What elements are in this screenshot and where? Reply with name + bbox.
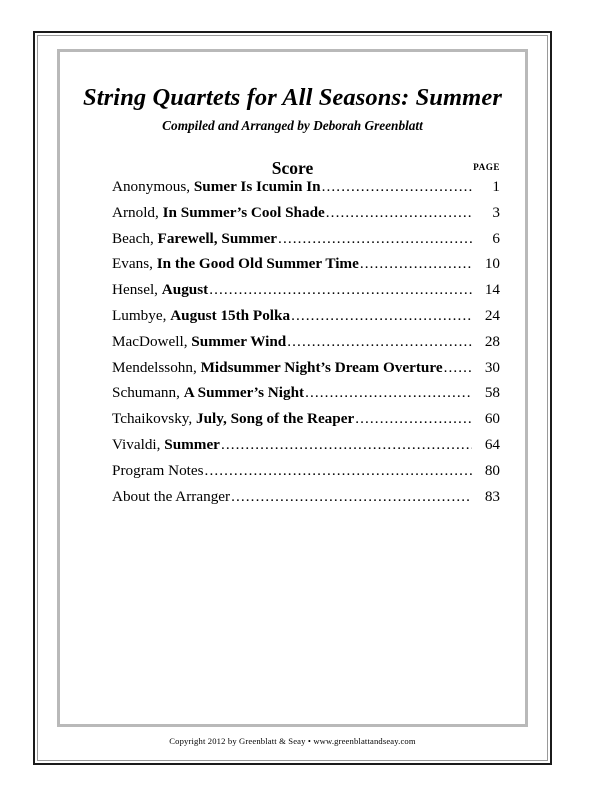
toc-leader-dots — [221, 436, 472, 451]
toc-entry[interactable] — [112, 178, 500, 204]
toc-entry-page-number: 30 — [484, 358, 500, 376]
toc-entry-work-title: Summer Wind — [191, 332, 287, 350]
table-of-contents — [112, 178, 500, 513]
toc-entry-composer: About the Arranger — [112, 487, 231, 505]
toc-entry[interactable] — [112, 281, 500, 307]
toc-entry-page-number: 1 — [492, 178, 500, 195]
toc-entry-composer: Arnold, — [112, 203, 163, 221]
toc-entry-composer: Hensel, — [112, 281, 162, 299]
toc-entry-page-number: 80 — [484, 461, 500, 479]
toc-entry-label — [112, 255, 359, 273]
toc-entry-label — [112, 410, 354, 428]
toc-entry-composer: Schumann, — [112, 384, 184, 402]
toc-entry-page-number: 64 — [484, 435, 500, 453]
toc-leader-dots — [355, 410, 472, 425]
toc-entry-page-number: 3 — [492, 203, 500, 221]
toc-leader-dots — [291, 307, 472, 322]
toc-entry-label — [112, 230, 277, 248]
toc-entry-work-title: Sumer Is Icumin In — [193, 178, 321, 195]
toc-leader-dots — [287, 333, 472, 348]
toc-entry[interactable] — [112, 333, 500, 359]
toc-entry-work-title: July, Song of the Reaper — [196, 410, 355, 428]
toc-entry[interactable] — [112, 230, 500, 256]
toc-entry-label — [112, 359, 443, 377]
page-content — [60, 52, 525, 724]
toc-entry-composer: Tchaikovsky, — [112, 410, 196, 428]
toc-entry-composer: Program Notes — [112, 461, 204, 479]
toc-entry-composer: Beach, — [112, 229, 158, 247]
section-heading-score: Score — [271, 157, 314, 178]
toc-entry-page-number: 24 — [484, 306, 500, 324]
toc-entry-page-number: 58 — [484, 384, 500, 402]
toc-leader-dots — [326, 204, 472, 219]
toc-entry[interactable] — [112, 410, 500, 436]
toc-entry[interactable] — [112, 307, 500, 333]
toc-entry-work-title: In the Good Old Summer Time — [156, 255, 359, 273]
toc-entry[interactable] — [112, 462, 500, 488]
toc-entry-label — [112, 178, 321, 196]
toc-entry[interactable] — [112, 359, 500, 385]
toc-entry-label — [112, 281, 208, 299]
toc-entry-label — [112, 488, 230, 506]
toc-entry-page-number: 83 — [484, 487, 500, 505]
toc-entry-work-title: August 15th Polka — [170, 306, 291, 324]
toc-entry-work-title: August — [161, 281, 209, 299]
toc-entry-page-number: 28 — [484, 332, 500, 350]
toc-entry[interactable] — [112, 436, 500, 462]
toc-entry-composer: Lumbye, — [112, 306, 171, 324]
toc-entry-label — [112, 384, 304, 402]
toc-entry[interactable] — [112, 384, 500, 410]
toc-entry-composer: MacDowell, — [112, 332, 192, 350]
toc-entry-label — [112, 436, 220, 454]
toc-entry[interactable] — [112, 255, 500, 281]
toc-entry-composer: Vivaldi, — [112, 435, 165, 453]
toc-entry[interactable] — [112, 204, 500, 230]
toc-leader-dots — [205, 462, 472, 477]
toc-leader-dots — [444, 359, 472, 374]
toc-entry-work-title: A Summer’s Night — [183, 384, 305, 402]
page-column-header: PAGE — [473, 162, 500, 172]
document-title: String Quartets for All Seasons: Summer — [83, 84, 502, 111]
toc-entry-page-number: 10 — [484, 255, 500, 273]
toc-entry[interactable] — [112, 488, 500, 514]
toc-leader-dots — [322, 178, 472, 193]
toc-entry-label — [112, 462, 204, 480]
toc-leader-dots — [360, 255, 472, 270]
toc-leader-dots — [231, 488, 472, 503]
toc-entry-work-title: Summer — [164, 435, 220, 453]
toc-leader-dots — [305, 384, 472, 399]
toc-entry-page-number: 60 — [484, 410, 500, 428]
copyright-footer: Copyright 2012 by Greenblatt & Seay • www.greenblattandseay.com — [169, 736, 416, 746]
toc-leader-dots — [278, 230, 472, 245]
toc-entry-label — [112, 333, 286, 351]
toc-entry-page-number: 14 — [484, 281, 500, 299]
document-subtitle: Compiled and Arranged by Deborah Greenblatt — [162, 117, 423, 133]
toc-entry-work-title: In Summer’s Cool Shade — [162, 203, 325, 221]
toc-entry-composer: Mendelssohn, — [112, 358, 201, 376]
toc-entry-label — [112, 307, 290, 325]
toc-leader-dots — [209, 281, 472, 296]
toc-entry-page-number: 6 — [492, 229, 500, 247]
toc-entry-label — [112, 204, 325, 222]
toc-entry-work-title: Midsummer Night’s Dream Overture — [200, 358, 443, 376]
toc-entry-work-title: Farewell, Summer — [157, 229, 278, 247]
toc-entry-composer: Evans, — [112, 255, 157, 273]
toc-entry-composer: Anonymous, — [112, 178, 194, 195]
